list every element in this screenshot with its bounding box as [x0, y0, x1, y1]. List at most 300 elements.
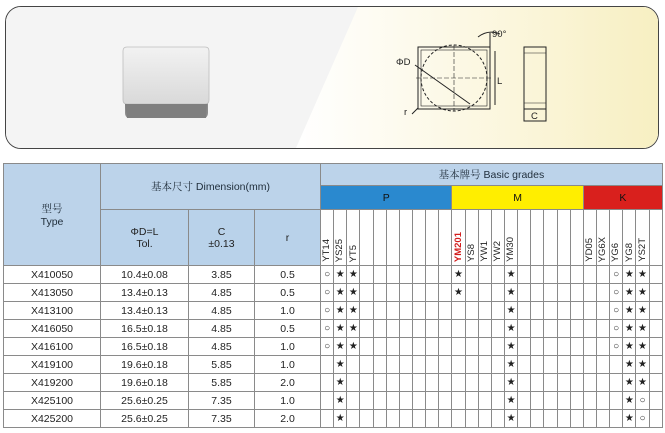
grade-mark-cell	[413, 266, 426, 284]
grade-column-header	[426, 210, 439, 266]
type-cell: X419100	[4, 356, 101, 374]
grade-mark-cell	[347, 374, 360, 392]
grade-mark-cell	[360, 284, 373, 302]
grade-mark-cell	[478, 356, 491, 374]
grade-mark-cell	[426, 410, 439, 428]
grade-mark-cell: ★	[623, 392, 636, 410]
grade-mark-cell	[386, 374, 399, 392]
insert-illustration	[6, 7, 658, 148]
grade-mark-cell	[596, 374, 609, 392]
grade-mark-cell: ★	[347, 284, 360, 302]
grade-mark-cell	[544, 338, 557, 356]
grade-mark-cell	[360, 374, 373, 392]
grade-mark-cell	[491, 338, 504, 356]
grade-mark-cell: ○	[321, 320, 334, 338]
c-cell: 7.35	[189, 392, 255, 410]
grade-mark-cell: ○	[321, 284, 334, 302]
grade-mark-cell	[478, 410, 491, 428]
table-row	[4, 338, 663, 356]
r-cell: 1.0	[255, 302, 321, 320]
grade-mark-cell	[360, 356, 373, 374]
grade-mark-cell	[557, 284, 570, 302]
grade-mark-cell	[360, 302, 373, 320]
grade-mark-cell	[544, 374, 557, 392]
grade-mark-cell	[583, 302, 596, 320]
type-cell: X413050	[4, 284, 101, 302]
grade-mark-cell	[321, 410, 334, 428]
grade-mark-cell	[518, 284, 531, 302]
type-cell: X410050	[4, 266, 101, 284]
grade-mark-cell	[439, 302, 452, 320]
angle-label: 90°	[492, 29, 507, 40]
grade-mark-cell	[399, 302, 412, 320]
grade-mark-cell	[557, 338, 570, 356]
grade-mark-cell	[413, 392, 426, 410]
grade-column-header	[491, 210, 504, 266]
grade-mark-cell	[413, 356, 426, 374]
r-cell: 2.0	[255, 410, 321, 428]
grade-mark-cell	[373, 284, 386, 302]
type-cell: X413100	[4, 302, 101, 320]
grade-mark-cell: ○	[610, 320, 623, 338]
grade-mark-cell: ★	[623, 302, 636, 320]
grade-mark-cell	[531, 266, 544, 284]
r-cell: 0.5	[255, 284, 321, 302]
table-row	[4, 302, 663, 320]
grade-mark-cell	[386, 410, 399, 428]
d-cell: 16.5±0.18	[101, 338, 189, 356]
grade-mark-cell	[373, 410, 386, 428]
grade-mark-cell	[413, 410, 426, 428]
grade-mark-cell: ★	[623, 266, 636, 284]
grade-mark-cell: ★	[504, 338, 517, 356]
grade-mark-cell	[321, 374, 334, 392]
grade-mark-cell	[413, 284, 426, 302]
grade-mark-cell	[544, 320, 557, 338]
grade-mark-cell	[570, 410, 583, 428]
grade-mark-cell	[557, 266, 570, 284]
grade-mark-cell	[491, 266, 504, 284]
r-cell: 1.0	[255, 356, 321, 374]
grade-mark-cell	[360, 266, 373, 284]
table-row	[4, 320, 663, 338]
grade-column-header	[570, 210, 583, 266]
grade-mark-cell	[321, 392, 334, 410]
grade-mark-cell: ★	[334, 266, 347, 284]
insert-3d-image	[123, 47, 209, 118]
grade-mark-cell	[583, 392, 596, 410]
d-cell: 16.5±0.18	[101, 320, 189, 338]
grade-mark-cell	[583, 284, 596, 302]
product-illustration-panel	[5, 6, 659, 149]
type-header-cn: 型号	[41, 203, 63, 215]
grade-mark-cell	[649, 392, 662, 410]
group-p-header: P	[321, 186, 452, 210]
grade-mark-cell	[413, 338, 426, 356]
grade-column-header	[321, 210, 334, 266]
grade-mark-cell	[610, 410, 623, 428]
grade-mark-cell	[596, 356, 609, 374]
grade-mark-cell	[373, 392, 386, 410]
c-cell: 4.85	[189, 284, 255, 302]
grade-mark-cell	[518, 320, 531, 338]
grade-mark-cell	[596, 284, 609, 302]
grade-name: YG8	[623, 242, 635, 262]
grade-mark-cell	[426, 320, 439, 338]
grade-column-header	[452, 210, 465, 266]
grade-mark-cell	[347, 410, 360, 428]
grade-mark-cell	[465, 284, 478, 302]
grade-mark-cell	[557, 374, 570, 392]
grade-mark-cell	[413, 320, 426, 338]
grade-column-header	[518, 210, 531, 266]
grade-mark-cell: ○	[610, 302, 623, 320]
r-cell: 0.5	[255, 266, 321, 284]
grade-name: YT5	[347, 244, 359, 262]
grade-mark-cell: ★	[347, 338, 360, 356]
grade-mark-cell	[399, 356, 412, 374]
diameter-label: ΦD	[396, 57, 411, 68]
r-cell: 1.0	[255, 392, 321, 410]
grade-mark-cell	[347, 392, 360, 410]
c-cell: 5.85	[189, 374, 255, 392]
grade-mark-cell	[360, 320, 373, 338]
type-header-en: Type	[40, 216, 64, 228]
type-cell: X416100	[4, 338, 101, 356]
grade-name: YS25	[334, 238, 346, 262]
grade-column-header	[596, 210, 609, 266]
grade-mark-cell	[399, 410, 412, 428]
grade-mark-cell	[570, 338, 583, 356]
c-cell: 4.85	[189, 302, 255, 320]
d-cell: 10.4±0.08	[101, 266, 189, 284]
grade-mark-cell	[570, 284, 583, 302]
grade-mark-cell: ★	[623, 338, 636, 356]
grade-mark-cell	[360, 338, 373, 356]
grade-mark-cell	[426, 266, 439, 284]
grade-mark-cell	[544, 284, 557, 302]
grade-mark-cell	[399, 392, 412, 410]
grade-column-header	[557, 210, 570, 266]
grade-mark-cell	[373, 374, 386, 392]
grade-mark-cell: ★	[334, 356, 347, 374]
type-cell: X416050	[4, 320, 101, 338]
grade-mark-cell	[649, 266, 662, 284]
grade-mark-cell: ★	[504, 284, 517, 302]
grade-mark-cell	[570, 374, 583, 392]
grade-mark-cell: ★	[623, 320, 636, 338]
grade-mark-cell	[491, 356, 504, 374]
grade-mark-cell: ○	[321, 302, 334, 320]
length-label: L	[497, 76, 503, 87]
grade-mark-cell: ★	[504, 320, 517, 338]
grade-mark-cell: ★	[636, 356, 649, 374]
d-cell: 25.6±0.25	[101, 410, 189, 428]
grade-mark-cell	[531, 410, 544, 428]
grade-mark-cell	[452, 374, 465, 392]
grade-mark-cell	[452, 338, 465, 356]
table-row	[4, 284, 663, 302]
type-cell: X425200	[4, 410, 101, 428]
grade-mark-cell	[360, 392, 373, 410]
grade-mark-cell	[596, 392, 609, 410]
grade-mark-cell	[373, 266, 386, 284]
grade-mark-cell: ★	[636, 338, 649, 356]
grade-mark-cell	[399, 266, 412, 284]
grade-mark-cell: ★	[334, 338, 347, 356]
grade-mark-cell: ○	[636, 410, 649, 428]
grade-mark-cell	[439, 410, 452, 428]
radius-label: r	[404, 107, 408, 118]
dim-d-header	[101, 210, 189, 266]
r-cell: 2.0	[255, 374, 321, 392]
grade-mark-cell	[557, 356, 570, 374]
grade-mark-cell	[439, 266, 452, 284]
grade-mark-cell	[531, 302, 544, 320]
grade-mark-cell	[583, 356, 596, 374]
grade-mark-cell	[373, 356, 386, 374]
c-cell: 3.85	[189, 266, 255, 284]
grades-table	[3, 163, 663, 428]
d-cell: 25.6±0.25	[101, 392, 189, 410]
grade-mark-cell	[557, 320, 570, 338]
grade-column-header	[649, 210, 662, 266]
grade-mark-cell	[426, 284, 439, 302]
grade-mark-cell	[531, 284, 544, 302]
grade-mark-cell: ★	[347, 266, 360, 284]
grade-mark-cell	[596, 266, 609, 284]
grade-mark-cell	[610, 392, 623, 410]
dim-d-line1: ΦD=L	[130, 225, 159, 238]
grade-mark-cell	[465, 392, 478, 410]
grade-mark-cell	[649, 410, 662, 428]
grade-mark-cell	[518, 338, 531, 356]
grade-name: YS8	[465, 244, 477, 262]
grade-mark-cell	[544, 410, 557, 428]
grade-mark-cell: ★	[334, 374, 347, 392]
grade-mark-cell	[465, 266, 478, 284]
grade-mark-cell	[531, 320, 544, 338]
grade-mark-cell	[452, 392, 465, 410]
grade-mark-cell: ○	[610, 338, 623, 356]
group-m-header: M	[452, 186, 583, 210]
grade-mark-cell	[386, 302, 399, 320]
r-cell: 1.0	[255, 338, 321, 356]
grade-mark-cell: ★	[504, 392, 517, 410]
grade-mark-cell	[426, 374, 439, 392]
d-cell: 19.6±0.18	[101, 356, 189, 374]
grade-mark-cell	[583, 338, 596, 356]
grade-mark-cell	[544, 392, 557, 410]
grade-mark-cell	[544, 356, 557, 374]
grade-mark-cell	[386, 392, 399, 410]
grade-mark-cell	[557, 302, 570, 320]
grade-mark-cell	[557, 410, 570, 428]
grade-mark-cell	[465, 320, 478, 338]
grade-mark-cell	[373, 320, 386, 338]
dim-r-header: r	[255, 210, 321, 266]
grade-mark-cell	[596, 410, 609, 428]
dim-c-line2: ±0.13	[208, 237, 235, 250]
grade-name: YG6X	[597, 236, 609, 262]
grade-name: YT14	[321, 239, 333, 262]
grade-name: YM30	[505, 237, 517, 262]
grade-mark-cell	[518, 410, 531, 428]
dim-c-header	[189, 210, 255, 266]
grade-mark-cell	[478, 338, 491, 356]
grade-mark-cell	[426, 356, 439, 374]
grade-mark-cell	[570, 356, 583, 374]
grade-column-header	[531, 210, 544, 266]
grade-name: YW2	[492, 241, 504, 262]
grade-mark-cell	[465, 338, 478, 356]
grade-mark-cell	[491, 374, 504, 392]
grade-mark-cell	[570, 392, 583, 410]
grade-mark-cell	[439, 284, 452, 302]
grade-mark-cell	[531, 338, 544, 356]
grade-mark-cell: ★	[504, 356, 517, 374]
grade-mark-cell: ★	[334, 410, 347, 428]
grade-column-header	[478, 210, 491, 266]
grade-mark-cell: ★	[636, 284, 649, 302]
grade-mark-cell	[583, 410, 596, 428]
dim-c-line1: C	[217, 225, 226, 238]
grade-mark-cell	[465, 410, 478, 428]
grade-column-header	[465, 210, 478, 266]
grade-mark-cell	[649, 302, 662, 320]
grade-mark-cell	[610, 374, 623, 392]
c-cell: 4.85	[189, 320, 255, 338]
grade-mark-cell	[413, 374, 426, 392]
grade-mark-cell	[610, 356, 623, 374]
grade-column-header	[544, 210, 557, 266]
grade-mark-cell	[491, 410, 504, 428]
grade-mark-cell	[478, 284, 491, 302]
grade-mark-cell	[426, 392, 439, 410]
grade-mark-cell: ★	[504, 410, 517, 428]
dimension-header: 基本尺寸 Dimension(mm)	[101, 164, 321, 210]
grade-mark-cell	[583, 320, 596, 338]
grade-column-header	[334, 210, 347, 266]
grade-mark-cell: ○	[610, 284, 623, 302]
table-row	[4, 374, 663, 392]
grade-mark-cell	[570, 320, 583, 338]
c-cell: 7.35	[189, 410, 255, 428]
dim-d-line2: Tol.	[136, 237, 153, 250]
grade-mark-cell	[478, 320, 491, 338]
grade-mark-cell	[478, 302, 491, 320]
grade-mark-cell	[399, 284, 412, 302]
grade-mark-cell	[531, 392, 544, 410]
grade-mark-cell: ○	[610, 266, 623, 284]
grade-mark-cell: ○	[321, 338, 334, 356]
grade-mark-cell	[491, 284, 504, 302]
table-row	[4, 392, 663, 410]
grade-mark-cell: ★	[347, 302, 360, 320]
grade-mark-cell	[465, 356, 478, 374]
grade-name: YM201	[452, 231, 464, 262]
grade-name: YW1	[479, 241, 491, 262]
grade-mark-cell	[399, 320, 412, 338]
grade-mark-cell: ★	[636, 266, 649, 284]
grade-mark-cell: ○	[636, 392, 649, 410]
grade-mark-cell	[360, 410, 373, 428]
table-row	[4, 356, 663, 374]
grade-mark-cell	[386, 284, 399, 302]
grade-mark-cell: ★	[347, 320, 360, 338]
d-cell: 19.6±0.18	[101, 374, 189, 392]
grade-mark-cell	[452, 320, 465, 338]
grade-mark-cell	[465, 374, 478, 392]
grade-mark-cell: ★	[623, 410, 636, 428]
grade-mark-cell	[386, 338, 399, 356]
grade-mark-cell	[518, 356, 531, 374]
grade-mark-cell	[373, 338, 386, 356]
grade-mark-cell: ★	[504, 302, 517, 320]
table-row	[4, 410, 663, 428]
grade-mark-cell	[596, 320, 609, 338]
grade-mark-cell	[478, 266, 491, 284]
grade-column-header	[413, 210, 426, 266]
grade-mark-cell	[583, 266, 596, 284]
grade-column-header	[360, 210, 373, 266]
grade-mark-cell	[491, 302, 504, 320]
grade-mark-cell	[452, 302, 465, 320]
grade-mark-cell	[452, 410, 465, 428]
grade-mark-cell	[518, 302, 531, 320]
type-cell: X425100	[4, 392, 101, 410]
grade-mark-cell	[570, 266, 583, 284]
grade-mark-cell: ★	[334, 320, 347, 338]
grade-mark-cell	[386, 320, 399, 338]
grade-column-header	[583, 210, 596, 266]
grade-mark-cell	[649, 338, 662, 356]
grade-mark-cell	[518, 374, 531, 392]
grade-mark-cell	[386, 266, 399, 284]
c-cell: 4.85	[189, 338, 255, 356]
grade-mark-cell: ★	[623, 374, 636, 392]
grade-column-header	[347, 210, 360, 266]
grade-column-header	[399, 210, 412, 266]
grade-mark-cell	[649, 374, 662, 392]
grade-mark-cell: ★	[636, 320, 649, 338]
group-k-header: K	[583, 186, 662, 210]
type-header	[4, 164, 101, 266]
grade-name: YS2T	[636, 238, 648, 262]
grade-mark-cell	[399, 374, 412, 392]
grade-name: YG6	[610, 242, 622, 262]
grade-mark-cell	[413, 302, 426, 320]
type-cell: X419200	[4, 374, 101, 392]
grade-column-header	[504, 210, 517, 266]
grade-mark-cell	[426, 302, 439, 320]
table-row	[4, 266, 663, 284]
grade-mark-cell	[531, 356, 544, 374]
grade-mark-cell: ★	[623, 284, 636, 302]
grade-mark-cell	[439, 320, 452, 338]
grade-mark-cell: ★	[636, 374, 649, 392]
grade-mark-cell	[491, 392, 504, 410]
grade-mark-cell	[518, 392, 531, 410]
grade-mark-cell	[596, 302, 609, 320]
r-cell: 0.5	[255, 320, 321, 338]
grade-mark-cell	[347, 356, 360, 374]
grade-column-header	[386, 210, 399, 266]
d-cell: 13.4±0.13	[101, 302, 189, 320]
grade-column-header	[623, 210, 636, 266]
grade-mark-cell: ★	[504, 374, 517, 392]
grade-mark-cell	[491, 320, 504, 338]
